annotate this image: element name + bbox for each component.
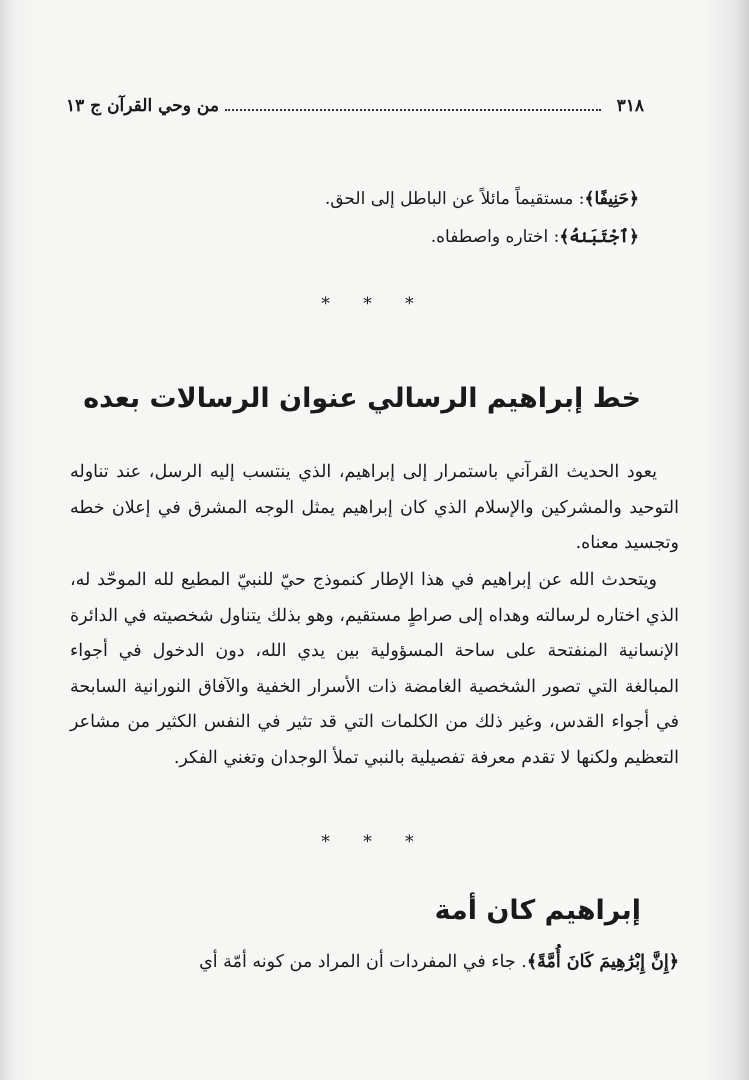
- definition-term: ﴿حَنِيفًا﴾: [584, 189, 639, 209]
- paragraph-text: . جاء في المفردات أن المراد من كونه أمّة أي: [199, 952, 527, 972]
- definition-item: [70, 180, 639, 218]
- definition-text: : اختاره واصطفاه.: [430, 227, 560, 247]
- body-paragraph: يعود الحديث القرآني باستمرار إلى إبراهيم، الذي ينتسب إليه الرسل، عند تناوله التوحيد والمشركين والإسلام الذي كان إبراهيم يمثل الوجه المشرق في إعلان خطه وتجسيد معناه.: [70, 462, 679, 553]
- quran-quote: ﴿إِنَّ إِبْرَٰهِيمَ كَانَ أُمَّةً﴾: [526, 952, 679, 972]
- dotted-leader: [225, 109, 601, 111]
- section-separator: * * *: [321, 832, 428, 852]
- definition-text: : مستقيماً مائلاً عن الباطل إلى الحق.: [324, 189, 585, 209]
- body-paragraph: [70, 945, 679, 981]
- definition-item: [70, 218, 639, 256]
- definition-term: ﴿ٱجْتَبَنٰهُ﴾: [559, 227, 639, 247]
- running-header: [66, 96, 644, 116]
- book-title: من وحي القرآن ج ١٣: [66, 96, 219, 116]
- definitions-list: [70, 180, 639, 256]
- page-number: ٣١٨: [616, 96, 644, 116]
- section-separator: * * *: [321, 294, 428, 314]
- body-paragraph: ويتحدث الله عن إبراهيم في هذا الإطار كنموذج حيّ للنبيّ المطيع لله الموحّد له، الذي اختاره لرسالته وهداه إلى صراطٍ مستقيم، وهو بذلك يتناول شخصيته في الدائرة الإنسانية المنفتحة على ساحة المسؤولية بين يدي الله، دون الدخول في أجواء المبالغة التي تصور الشخصية الغامضة ذات الأسرار الخفية والآفاق النورانية السابحة في أجواء القدس، وغير ذلك من الكلمات التي قد تثير في النفس الكثير من مشاعر التعظيم ولكنها لا تقدم معرفة تفصيلية بالنبي تملأ الوجدان وتغني الفكر.: [70, 570, 679, 768]
- section-heading: إبراهيم كان أمة: [434, 895, 641, 926]
- section-heading: خط إبراهيم الرسالي عنوان الرسالات بعده: [83, 383, 641, 414]
